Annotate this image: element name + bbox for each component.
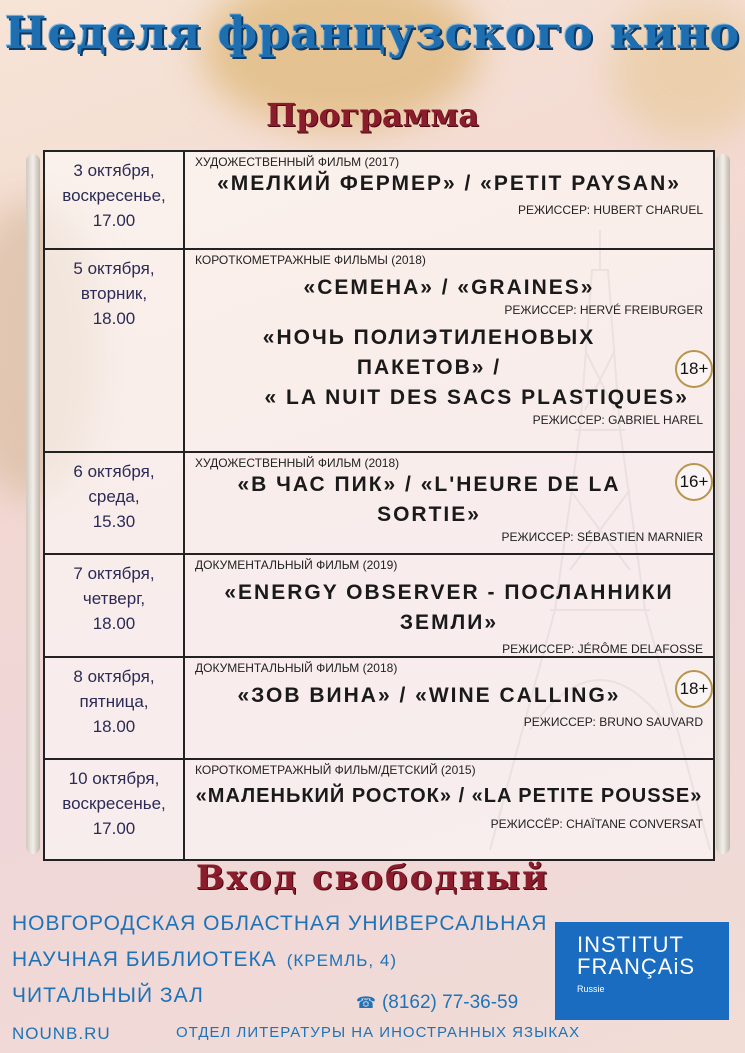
department-name: ОТДЕЛ ЛИТЕРАТУРЫ НА ИНОСТРАННЫХ ЯЗЫКАХ [176, 1024, 581, 1041]
screening-date: 7 октября, четверг, 18.00 [45, 555, 185, 656]
age-rating-badge: 18+ [675, 670, 713, 708]
film-director: РЕЖИССЕР: SÉBASTIEN MARNIER [501, 530, 703, 544]
age-rating-badge: 18+ [675, 350, 713, 388]
film-director: РЕЖИССЁР: CHAÏTANE CONVERSAT [490, 817, 703, 831]
scroll-curl-left [26, 154, 40, 854]
poster-title: Неделя французского кино [4, 8, 741, 59]
age-rating-badge: 16+ [675, 463, 713, 501]
phone-number: ☎ (8162) 77-36-59 [356, 992, 519, 1013]
program-heading: Программа [266, 96, 479, 134]
film-title-french: « LA NUIT DES SACS PLASTIQUES» [264, 386, 689, 409]
library-name-line1: НОВГОРОДСКАЯ ОБЛАСТНАЯ УНИВЕРСАЛЬНАЯ [12, 912, 548, 935]
screening-date: 6 октября, среда, 15.30 [45, 453, 185, 553]
program-row [45, 152, 713, 250]
free-entry-heading: Вход свободный [195, 858, 550, 898]
film-title: «СЕМЕНА» / «GRAINES» [303, 276, 595, 299]
screening-date: 3 октября, воскресенье, 17.00 [45, 152, 185, 248]
library-reading-room: ЧИТАЛЬНЫЙ ЗАЛ [12, 984, 204, 1007]
screening-date: 10 октября, воскресенье, 17.00 [45, 760, 185, 859]
screening-date: 8 октября, пятница, 18.00 [45, 658, 185, 758]
website-link[interactable]: NOUNB.RU [12, 1024, 111, 1043]
scroll-curl-right [716, 154, 730, 854]
screening-date: 5 октября, вторник, 18.00 [45, 250, 185, 451]
film-title: «МАЛЕНЬКИЙ РОСТОК» / «LA PETITE POUSSE» [195, 785, 703, 807]
library-address: (КРЕМЛЬ, 4) [286, 951, 397, 970]
film-title: «МЕЛКИЙ ФЕРМЕР» / «PETIT PAYSAN» [217, 172, 681, 195]
film-genre: ДОКУМЕНТАЛЬНЫЙ ФИЛЬМ (2018) [195, 661, 398, 675]
library-name-line2: НАУЧНАЯ БИБЛИОТЕКА (КРЕМЛЬ, 4) [12, 948, 397, 971]
program-row [45, 453, 713, 555]
film-director: РЕЖИССЕР: HERVÉ FREIBURGER [504, 303, 703, 317]
film-title: «НОЧЬ ПОЛИЭТИЛЕНОВЫХ ПАКЕТОВ» / [262, 326, 596, 379]
film-title: «В ЧАС ПИК» / «L'HEURE DE LA SORTIE» [237, 473, 621, 526]
film-director: РЕЖИССЕР: BRUNO SAUVARD [523, 715, 703, 729]
film-genre: КОРОТКОМЕТРАЖНЫЙ ФИЛЬМ/ДЕТСКИЙ (2015) [195, 763, 476, 777]
program-row [45, 658, 713, 760]
film-director: РЕЖИССЕР: HUBERT CHARUEL [517, 203, 703, 217]
phone-icon: ☎ [356, 995, 376, 1012]
film-title: «ENERGY OBSERVER - ПОСЛАННИКИ ЗЕМЛИ» [224, 581, 674, 634]
program-table [43, 150, 715, 861]
institut-francais-logo: INSTITUT FRANÇAiS Russie [555, 922, 729, 1020]
film-director: РЕЖИССЕР: JÉRÔME DELAFOSSE [502, 642, 703, 656]
film-genre: ДОКУМЕНТАЛЬНЫЙ ФИЛЬМ (2019) [195, 558, 398, 572]
program-row [45, 760, 713, 859]
film-genre: ХУДОЖЕСТВЕННЫЙ ФИЛЬМ (2017) [195, 155, 400, 169]
film-genre: КОРОТКОМЕТРАЖНЫЕ ФИЛЬМЫ (2018) [195, 253, 426, 267]
program-row [45, 250, 713, 453]
film-director: РЕЖИССЕР: GABRIEL HAREL [532, 413, 703, 427]
program-row [45, 555, 713, 658]
film-title: «ЗОВ ВИНА» / «WINE CALLING» [237, 684, 621, 707]
film-genre: ХУДОЖЕСТВЕННЫЙ ФИЛЬМ (2018) [195, 456, 400, 470]
